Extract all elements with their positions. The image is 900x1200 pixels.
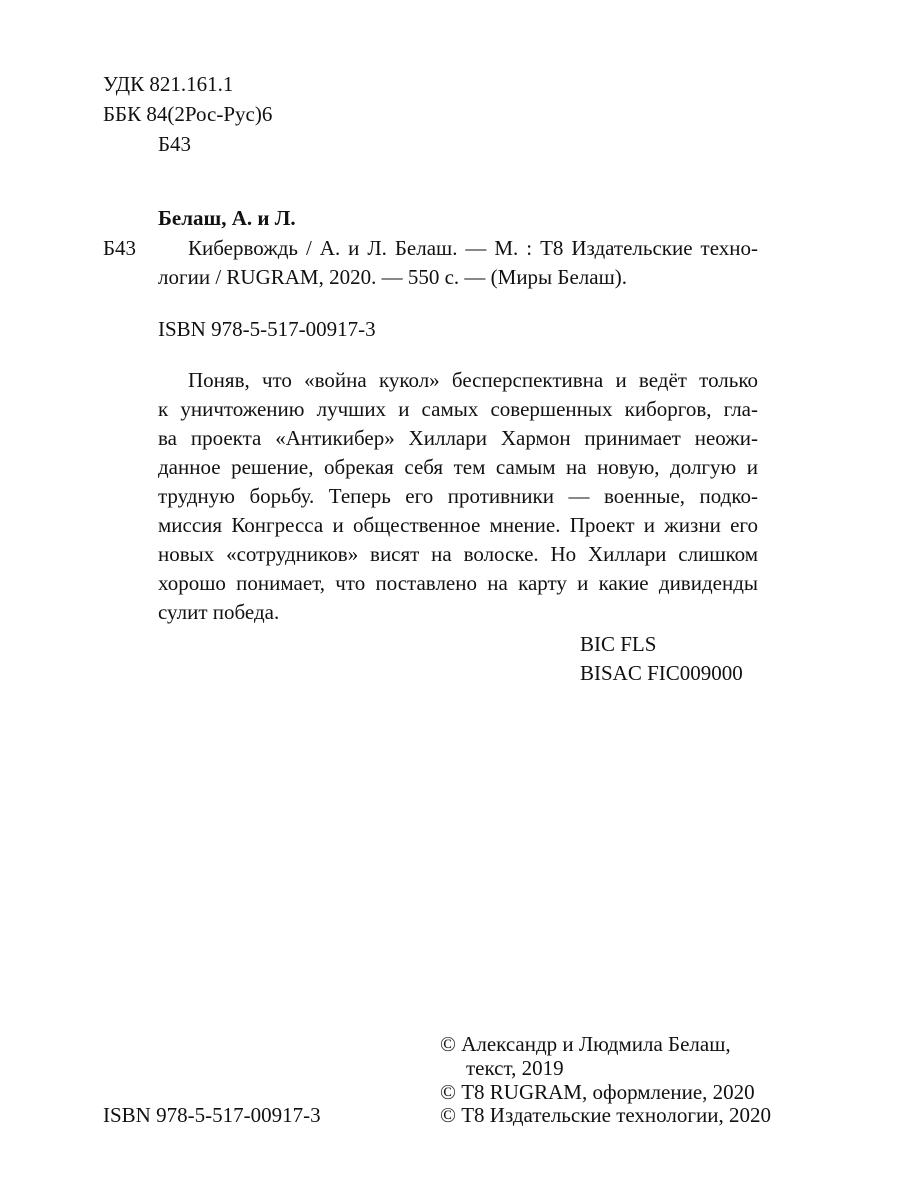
annotation-line: хорошо понимает, что поставлено на карту и какие дивиденды (158, 571, 758, 595)
udk-code: УДК 821.161.1 (103, 72, 234, 96)
annotation-line: трудную борьбу. Теперь его противники — военные, подко- (158, 484, 758, 508)
entry-isbn: ISBN 978-5-517-00917-3 (158, 317, 376, 341)
annotation (158, 366, 758, 627)
author-mark-top: Б43 (158, 132, 192, 156)
annotation-line: ва проекта «Антикибер» Хиллари Хармон принимает неожи- (158, 426, 758, 450)
bisac-code: BISAC FIC009000 (580, 661, 743, 685)
copyright-line: © Александр и Людмила Белаш, (440, 1032, 731, 1056)
annotation-line: миссия Конгресса и общественное мнение. Проект и жизни его (158, 513, 758, 537)
author-heading: Белаш, А. и Л. (158, 206, 296, 230)
footer-isbn: ISBN 978-5-517-00917-3 (103, 1103, 321, 1127)
annotation-line: сулит победа. (158, 600, 280, 624)
description-line: логии / RUGRAM, 2020. — 550 с. — (Миры Белаш). (158, 265, 628, 289)
annotation-line: данное решение, обрекая себя тем самым на новую, долгую и (158, 455, 758, 479)
annotation-line: к уничтожению лучших и самых совершенных киборгов, гла- (158, 397, 758, 421)
bbk-code: ББК 84(2Рос-Рус)6 (103, 102, 273, 126)
annotation-line: Поняв, что «война кукол» бесперспективна и ведёт только (188, 368, 758, 392)
copyright-line: текст, 2019 (466, 1056, 564, 1080)
annotation-line: новых «сотрудников» висят на волоске. Но Хиллари слишком (158, 542, 758, 566)
bic-code: BIC FLS (580, 632, 657, 656)
description-line: Кибервождь / А. и Л. Белаш. — М. : Т8 Издательские техно- (188, 236, 758, 260)
copyright-line: © Т8 Издательские технологии, 2020 (440, 1103, 771, 1127)
author-mark-entry: Б43 (103, 236, 137, 260)
bibliographic-description (188, 234, 758, 263)
copyright-line: © Т8 RUGRAM, оформление, 2020 (440, 1080, 755, 1104)
